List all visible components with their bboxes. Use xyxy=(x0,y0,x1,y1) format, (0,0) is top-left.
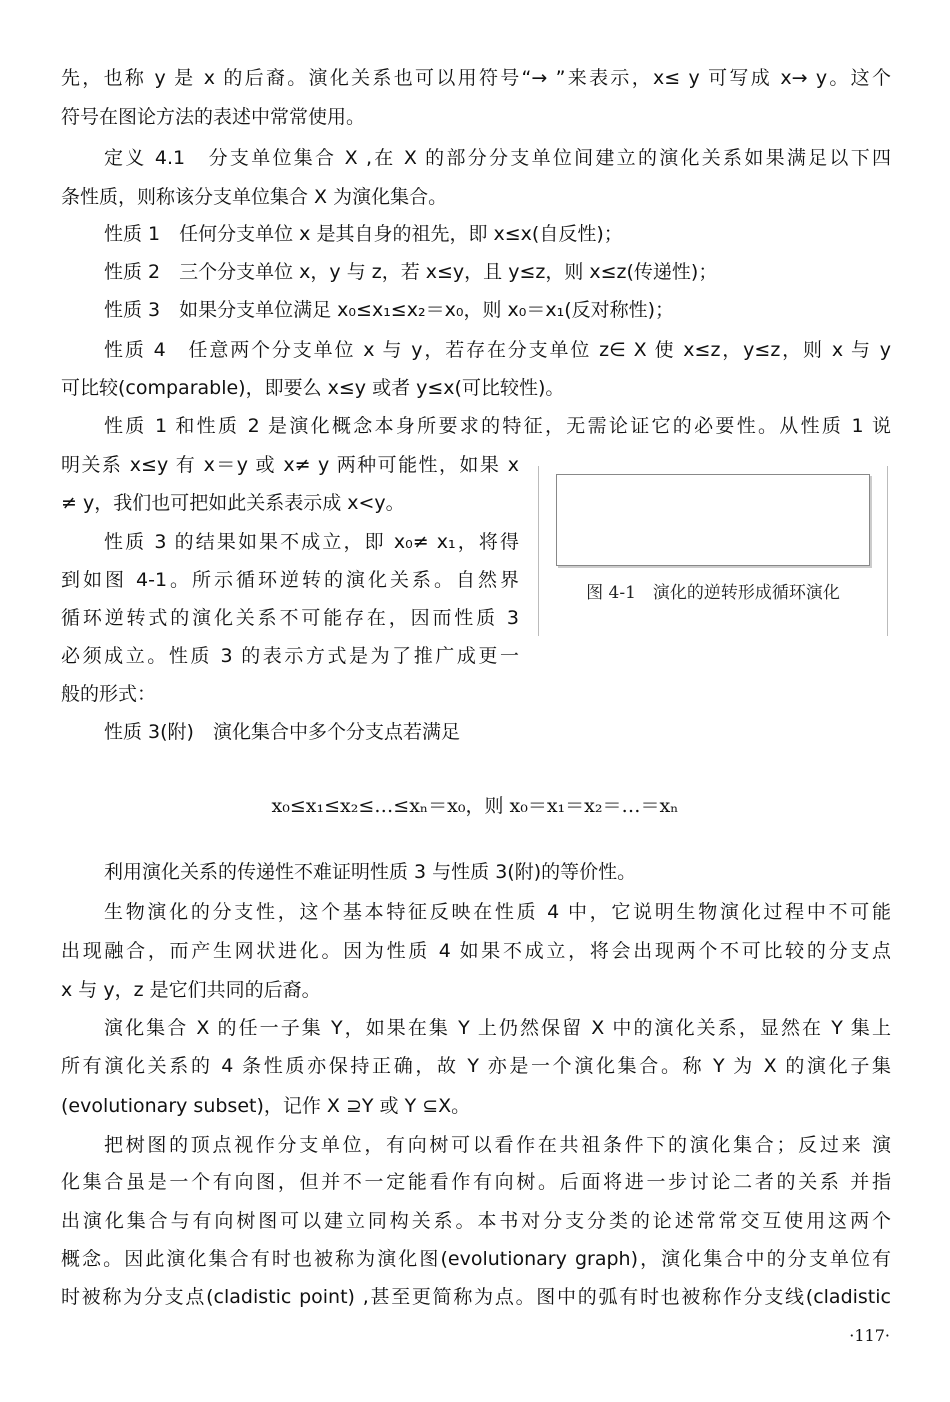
page-number: ·117· xyxy=(849,1326,890,1345)
text-line: 利用演化关系的传递性不难证明性质 3 与性质 3(附)的等价性。 xyxy=(104,861,637,883)
property-2: 性质 2 三个分支单位 x，y 与 z，若 x≤y，且 y≤z，则 x≤z(传递性)； xyxy=(104,261,718,283)
text-line: (evolutionary subset)，记作 X ⊇Y 或 Y ⊆X。 xyxy=(61,1095,471,1117)
text-line: 符号在图论方法的表述中常常使用。 xyxy=(61,106,366,128)
formula: x₀≤x₁≤x₂≤…≤xₙ＝x₀，则 x₀＝x₁＝x₂＝…＝xₙ xyxy=(271,795,679,817)
text-line: 先，也称 y 是 x 的后裔。演化关系也可以用符号“→ ”来表示，x≤ y 可写成 x→ y。这个 xyxy=(61,67,891,89)
text-line: 循环逆转式的演化关系不可能存在，因而性质 3 xyxy=(61,607,519,629)
text-line: 性质 1 和性质 2 是演化概念本身所要求的特征，无需论证它的必要性。从性质 1 说 xyxy=(104,415,891,437)
property-4-cont: 可比较(comparable)，即要么 x≤y 或者 y≤x(可比较性)。 xyxy=(61,377,565,399)
text-line: 出现融合，而产生网状进化。因为性质 4 如果不成立，将会出现两个不可比较的分支点 xyxy=(61,940,891,962)
text-line: 所有演化关系的 4 条性质亦保持正确，故 Y 亦是一个演化集合。称 Y 为 X 的演化子集 xyxy=(61,1055,891,1077)
text-line: 化集合虽是一个有向图，但并不一定能看作有向树。后面将进一步讨论二者的关系 并指 xyxy=(61,1171,891,1193)
text-line: 到如图 4-1。所示循环逆转的演化关系。自然界 xyxy=(61,569,519,591)
text-line: 演化集合 X 的任一子集 Y，如果在集 Y 上仍然保留 X 中的演化关系，显然在 Y 集上 xyxy=(104,1017,891,1039)
text-line: 般的形式： xyxy=(61,683,157,705)
text-line: 时被称为分支点(cladistic point) ,甚至更简称为点。图中的弧有时也被称作分支线(cladistic xyxy=(61,1286,891,1308)
text-line: 把树图的顶点视作分支单位，有向树可以看作在共祖条件下的演化集合；反过来 演 xyxy=(104,1134,891,1156)
text-line: ≠ y，我们也可把如此关系表示成 x<y。 xyxy=(61,492,405,514)
text-line: 性质 3 的结果如果不成立，即 x₀≠ x₁，将得 xyxy=(104,531,519,553)
text-line: 概念。因此演化集合有时也被称为演化图(evolutionary graph)，演化集合中的分支单位有 xyxy=(61,1248,891,1270)
text-line: 生物演化的分支性，这个基本特征反映在性质 4 中，它说明生物演化过程中不可能 xyxy=(104,901,891,923)
text-line: 明关系 x≤y 有 x＝y 或 x≠ y 两种可能性，如果 x xyxy=(61,454,519,476)
property-1: 性质 1 任何分支单位 x 是其自身的祖先，即 x≤x(自反性)； xyxy=(104,223,623,245)
property-4: 性质 4 任意两个分支单位 x 与 y，若存在分支单位 z∈ X 使 x≤z，y≤z，则 x 与 y xyxy=(104,339,891,361)
figure-placeholder xyxy=(556,474,870,566)
text-line: 出演化集合与有向树图可以建立同构关系。本书对分支分类的论述常常交互使用这两个 xyxy=(61,1210,891,1232)
definition-line: 定义 4.1 分支单位集合 X ,在 X 的部分分支单位间建立的演化关系如果满足以下四 xyxy=(104,147,891,169)
property-3: 性质 3 如果分支单位满足 x₀≤x₁≤x₂＝x₀，则 x₀＝x₁(反对称性)； xyxy=(104,299,675,321)
text-line: x 与 y，z 是它们共同的后裔。 xyxy=(61,979,321,1001)
text-line: 必须成立。性质 3 的表示方式是为了推广成更一 xyxy=(61,645,519,667)
definition-line: 条性质，则称该分支单位集合 X 为演化集合。 xyxy=(61,186,448,208)
figure-caption: 图 4-1 演化的逆转形成循环演化 xyxy=(586,583,840,603)
property-3-appendix: 性质 3(附) 演化集合中多个分支点若满足 xyxy=(104,721,460,743)
